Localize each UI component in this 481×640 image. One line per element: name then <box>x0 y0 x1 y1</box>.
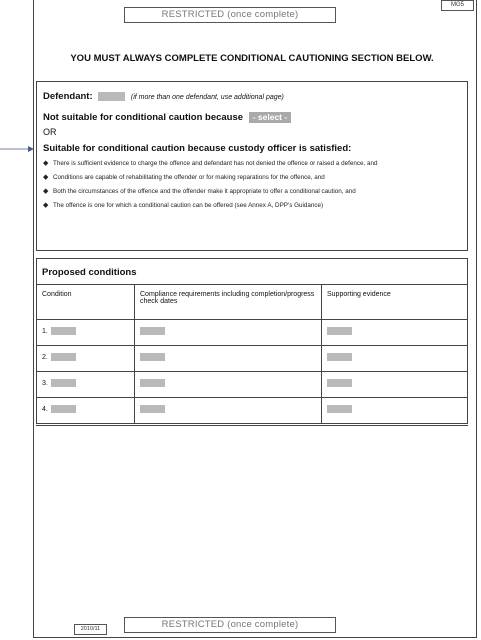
reason-select[interactable]: - select - <box>249 112 292 123</box>
compliance-cell <box>135 372 322 398</box>
compliance-field[interactable] <box>140 405 165 413</box>
defendant-row <box>43 91 284 102</box>
compliance-cell <box>135 346 322 372</box>
bullet-icon: ◆ <box>43 202 49 209</box>
evidence-field[interactable] <box>327 327 352 335</box>
arrow-right-icon <box>0 145 34 153</box>
condition-field[interactable] <box>51 353 76 361</box>
not-suitable-row <box>43 112 291 123</box>
defendant-note: (if more than one defendant, use additional page) <box>130 94 284 101</box>
evidence-cell <box>322 320 468 346</box>
section-divider <box>36 425 468 426</box>
date-code: 2010/11 <box>74 624 107 635</box>
evidence-field[interactable] <box>327 353 352 361</box>
suitable-label: Suitable for conditional caution because custody officer is satisfied: <box>43 143 352 154</box>
restricted-banner-bottom: RESTRICTED (once complete) <box>124 617 336 633</box>
condition-cell: 4. <box>37 398 135 424</box>
evidence-cell <box>322 372 468 398</box>
compliance-cell <box>135 398 322 424</box>
conditional-caution-section <box>36 81 468 251</box>
condition-field[interactable] <box>51 327 76 335</box>
compliance-cell <box>135 320 322 346</box>
proposed-conditions-section <box>36 258 468 424</box>
defendant-label: Defendant: <box>43 91 93 102</box>
evidence-cell <box>322 398 468 424</box>
bullet-icon: ◆ <box>43 174 49 181</box>
bullet-icon: ◆ <box>43 188 49 195</box>
column-header-compliance: Compliance requirements including completion/progress check dates <box>135 285 322 320</box>
condition-field[interactable] <box>51 405 76 413</box>
not-suitable-label: Not suitable for conditional caution because <box>43 112 244 123</box>
list-item: ◆ Both the circumstances of the offence and the offender make it appropriate to offer a conditional caution, and <box>43 188 356 195</box>
restricted-banner-top: RESTRICTED (once complete) <box>124 7 336 23</box>
criteria-list <box>43 159 461 215</box>
condition-cell: 1. <box>37 320 135 346</box>
list-item: ◆ The offence is one for which a conditional caution can be offered (see Annex A, DPP's Guidance) <box>43 202 324 209</box>
condition-cell: 3. <box>37 372 135 398</box>
compliance-field[interactable] <box>140 379 165 387</box>
bullet-icon: ◆ <box>43 160 49 167</box>
or-label: OR <box>43 127 57 137</box>
defendant-field[interactable] <box>98 92 125 101</box>
form-code: MG5 <box>441 0 474 11</box>
evidence-cell <box>322 346 468 372</box>
table-header-row <box>37 285 468 320</box>
evidence-field[interactable] <box>327 379 352 387</box>
section-heading: YOU MUST ALWAYS COMPLETE CONDITIONAL CAUTIONING SECTION BELOW. <box>70 53 434 64</box>
compliance-field[interactable] <box>140 353 165 361</box>
column-header-condition: Condition <box>37 285 135 320</box>
table-row <box>37 372 468 398</box>
proposed-conditions-title: Proposed conditions <box>42 267 137 278</box>
list-item: ◆ Conditions are capable of rehabilitating the offender or for making reparations for the offence, and <box>43 174 325 181</box>
list-item: ◆ There is sufficient evidence to charge the offence and defendant has not denied the offence or raised a defence, and <box>43 160 378 167</box>
table-row <box>37 320 468 346</box>
table-row <box>37 398 468 424</box>
compliance-field[interactable] <box>140 327 165 335</box>
evidence-field[interactable] <box>327 405 352 413</box>
conditions-table <box>36 284 468 424</box>
condition-cell: 2. <box>37 346 135 372</box>
table-row <box>37 346 468 372</box>
condition-field[interactable] <box>51 379 76 387</box>
column-header-evidence: Supporting evidence <box>322 285 468 320</box>
